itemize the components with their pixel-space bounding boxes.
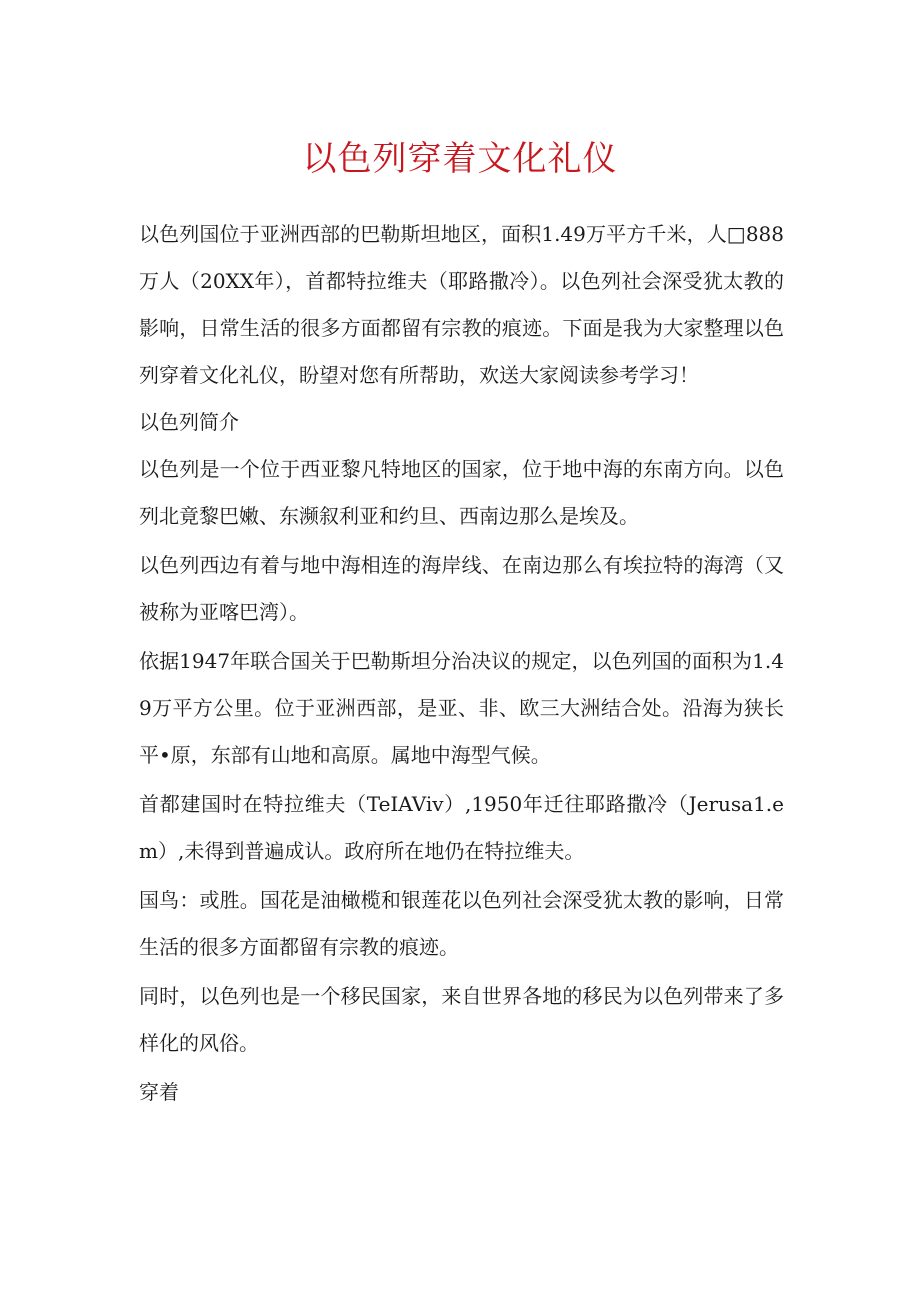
paragraph-capital: 首都建国时在特拉维夫（TeIAViv）,1950年迁往耶路撒冷（Jerusa1.em）,未得到普遍成认。政府所在地仍在特拉维夫。 xyxy=(139,792,784,863)
paragraph-coastline: 以色列西边有着与地中海相连的海岸线、在南边那么有埃拉特的海湾（又被称为亚喀巴湾）。 xyxy=(139,553,784,624)
section-heading-clothing: 穿着 xyxy=(139,1080,179,1104)
document-title: 以色列穿着文化礼仪 xyxy=(302,139,618,179)
paragraph-immigration: 同时，以色列也是一个移民国家，来自世界各地的移民为以色列带来了多样化的风俗。 xyxy=(139,984,784,1055)
paragraph-intro: 以色列国位于亚洲西部的巴勒斯坦地区，面积1.49万平方千米，人□888万人（20XX年），首都特拉维夫（耶路撒冷）。以色列社会深受犹太教的影响，日常生活的很多方面都留有宗教的痕迹。下面是我为大家整理以色列穿着文化礼仪，盼望对您有所帮助，欢送大家阅读参考学习！ xyxy=(139,222,784,387)
section-heading-israel-intro: 以色列简介 xyxy=(139,410,239,434)
paragraph-area: 依据1947年联合国关于巴勒斯坦分治决议的规定，以色列国的面积为1.49万平方公里。位于亚洲西部，是亚、非、欧三大洲结合处。沿海为狭长平•原，东部有山地和高原。属地中海型气候。 xyxy=(139,649,784,767)
paragraph-location: 以色列是一个位于西亚黎凡特地区的国家，位于地中海的东南方向。以色列北竟黎巴嫩、东濒叙利亚和约旦、西南边那么是埃及。 xyxy=(139,457,784,528)
paragraph-national-symbols: 国鸟：或胜。国花是油橄榄和银莲花以色列社会深受犹太教的影响，日常生活的很多方面都留有宗教的痕迹。 xyxy=(139,888,784,959)
document-body xyxy=(139,211,784,1116)
